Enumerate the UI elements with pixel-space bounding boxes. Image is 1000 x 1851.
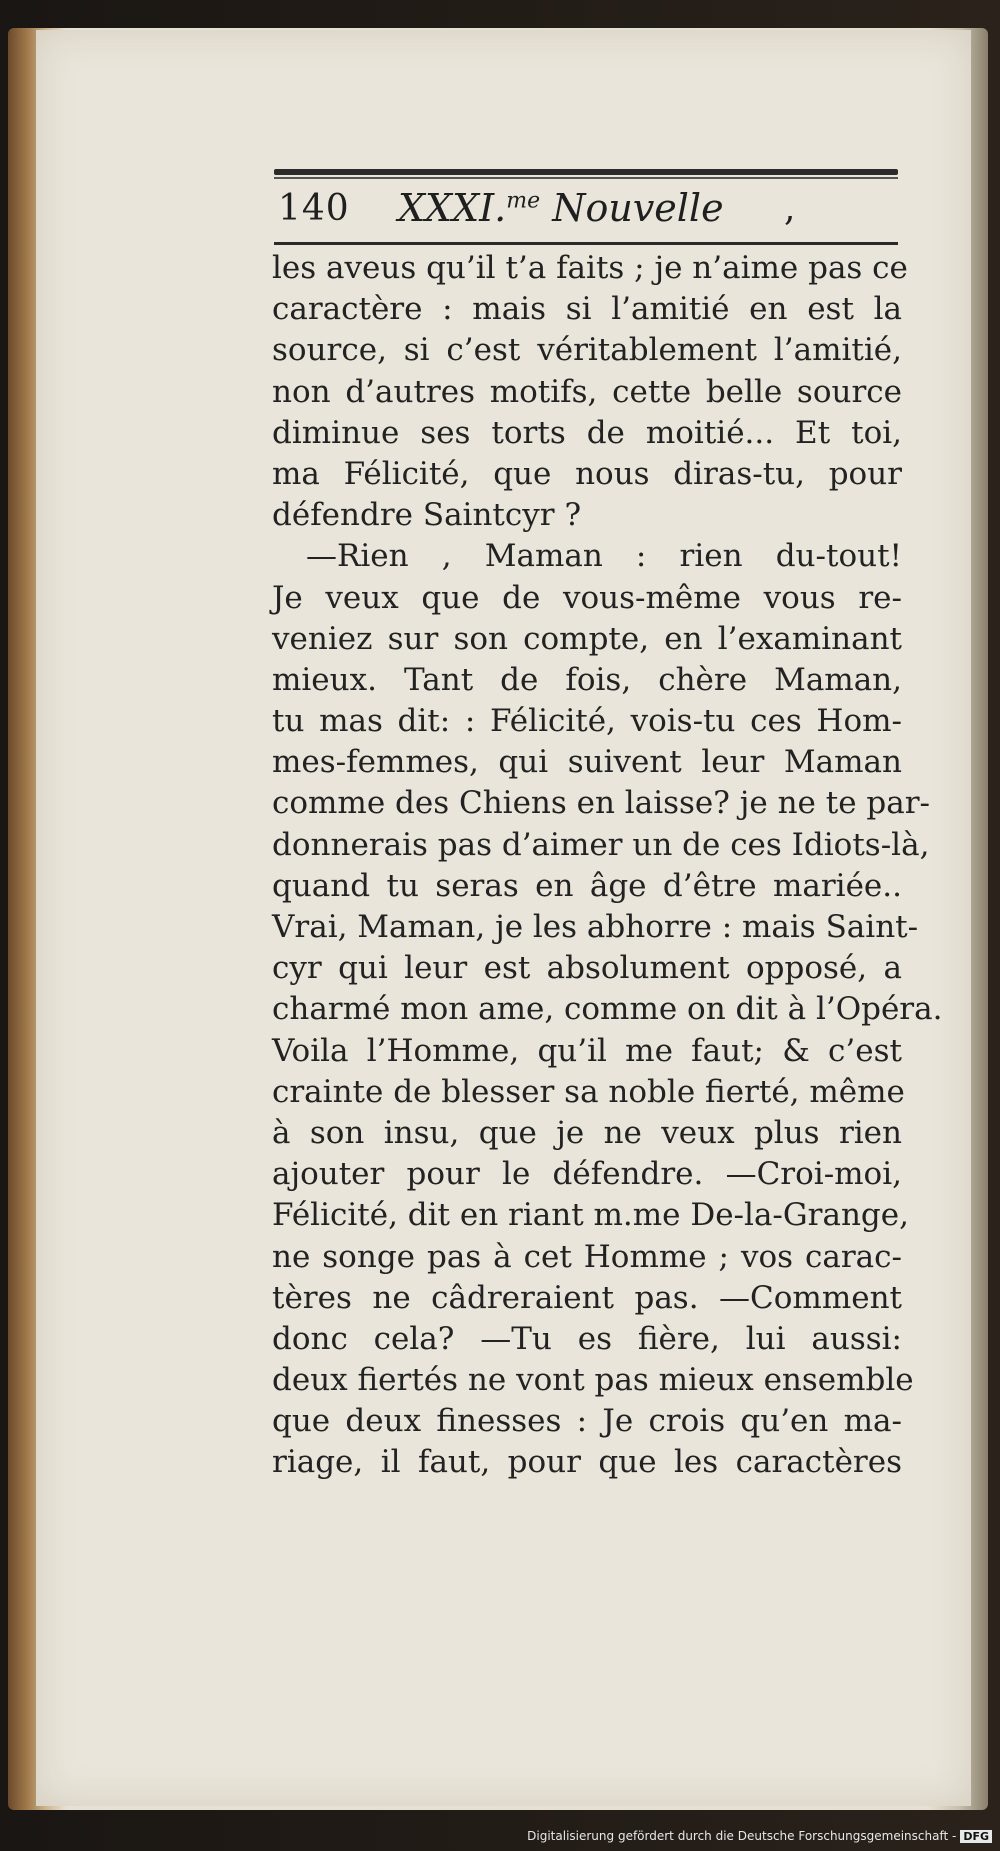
text-line: crainte de blesser sa noble fierté, même [272, 1073, 905, 1110]
text-line: Voila l’Homme, qu’il me faut; & c’est [272, 1032, 902, 1069]
text-line: à son insu, que je ne veux plus rien [272, 1114, 902, 1151]
header-rule-bottom [274, 242, 898, 245]
text-line: deux fiertés ne vont pas mieux ensemble [272, 1362, 914, 1399]
running-title-numeral: XXXI. [398, 186, 507, 230]
text-line: ne songe pas à cet Homme ; vos carac- [272, 1238, 902, 1275]
text-line: les aveus qu’il t’a faits ; je n’aime pas ce [272, 250, 908, 286]
digitization-footer [527, 1829, 992, 1843]
text-line: quand tu seras en âge d’être mariée.. [272, 867, 902, 904]
running-title-superscript: me [506, 188, 541, 214]
running-title-comma: , [784, 188, 796, 229]
text-line: riage, il faut, pour que les caractères [272, 1444, 902, 1481]
text-line: comme des Chiens en laisse? je ne te par- [272, 785, 931, 822]
page-number: 140 [278, 188, 350, 229]
text-line: donc cela? —Tu es fière, lui aussi: [272, 1320, 902, 1357]
body-text [272, 248, 943, 1484]
text-line: Félicité, dit en riant m.me De-la-Grange, [272, 1197, 909, 1234]
text-line: Je veux que de vous-même vous re- [272, 579, 902, 616]
text-line: tu mas dit: : Félicité, vois-tu ces Hom- [272, 703, 902, 740]
text-line: mes-femmes, qui suivent leur Maman [272, 744, 902, 781]
text-line: ma Félicité, que nous diras-tu, pour [272, 455, 902, 492]
header-rule-thin [274, 177, 898, 179]
text-line: caractère : mais si l’amitié en est la [272, 291, 902, 328]
text-line: mieux. Tant de fois, chère Maman, [272, 661, 902, 698]
text-line: veniez sur son compte, en l’examinant [272, 620, 902, 657]
text-line: défendre Saintcyr ? [272, 497, 582, 534]
text-line: non d’autres motifs, cette belle source [272, 373, 902, 410]
running-title [398, 186, 724, 230]
text-line: charmé mon ame, comme on dit à l’Opéra. [272, 991, 943, 1028]
running-header [278, 188, 898, 240]
text-line: Vrai, Maman, je les abhorre : mais Saint- [272, 909, 919, 945]
text-line: —Rien , Maman : rien du-tout! [306, 538, 902, 575]
text-line: source, si c’est véritablement l’amitié, [272, 332, 902, 369]
footer-credit: Digitalisierung gefördert durch die Deutsche Forschungsgemeinschaft - [527, 1829, 957, 1843]
text-line: cyr qui leur est absolument opposé, a [272, 950, 902, 987]
running-title-word: Nouvelle [540, 186, 724, 230]
text-line: que deux finesses : Je crois qu’en ma- [272, 1403, 902, 1440]
text-line: ajouter pour le défendre. —Croi-moi, [272, 1156, 902, 1193]
text-line: donnerais pas d’aimer un de ces Idiots-là, [272, 826, 930, 863]
header-rule-thick [274, 169, 898, 175]
dfg-logo: DFG [960, 1830, 992, 1843]
text-line: diminue ses torts de moitié... Et toi, [272, 414, 902, 451]
text-line: tères ne câdreraient pas. —Comment [272, 1279, 902, 1316]
